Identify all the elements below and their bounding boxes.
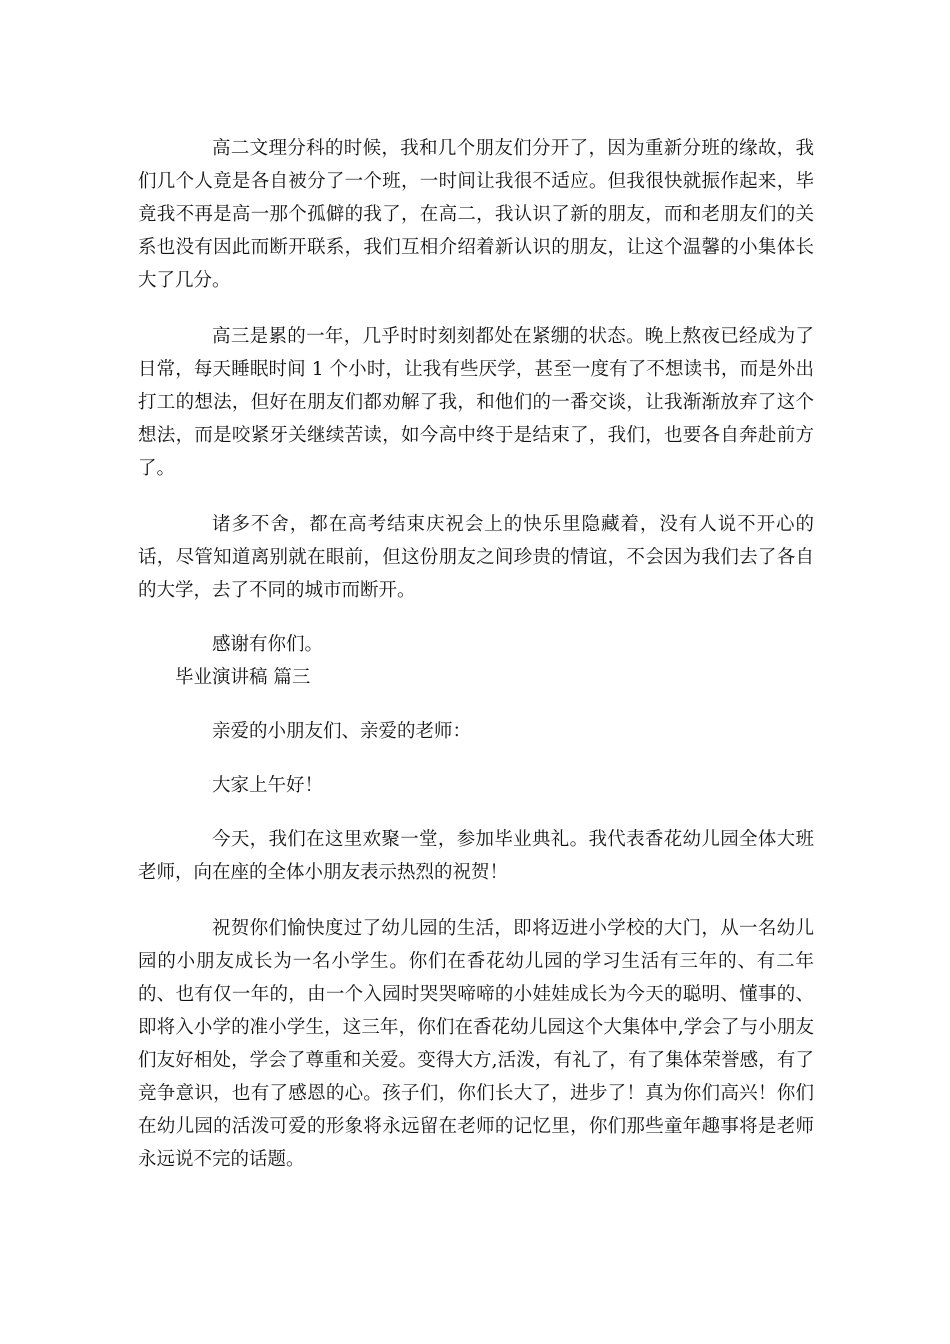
paragraph-grade-two: 高二文理分科的时候，我和几个朋友们分开了，因为重新分班的缘故，我们几个人竟是各自被分了一个班，一时间让我很不适应。但我很快就振作起来，毕竟我不再是高一那个孤僻的我了，在高二，我认识了新的朋友，而和老朋友们的关系也没有因此而断开联系，我们互相介绍着新认识的朋友，让这个温馨的小集体长大了几分。 [138,138,814,291]
document-body [138,132,814,1176]
paragraph-farewell: 诸多不舍，都在高考结束庆祝会上的快乐里隐藏着，没有人说不开心的话，尽管知道离别就在眼前，但这份朋友之间珍贵的情谊，不会因为我们去了各自的大学，去了不同的城市而断开。 [138,514,814,601]
speech-paragraph-congratulations: 祝贺你们愉快度过了幼儿园的生活，即将迈进小学校的大门，从一名幼儿园的小朋友成长为一名小学生。你们在香花幼儿园的学习生活有三年的、有二年的、也有仅一年的，由一个入园时哭哭啼啼的小娃娃成长为今天的聪明、懂事的、即将入小学的准小学生，这三年，你们在香花幼儿园这个大集体中,学会了与小朋友们友好相处，学会了尊重和关爱。变得大方,活泼，有礼了，有了集体荣誉感，有了竞争意识，也有了感恩的心。孩子们，你们长大了，进步了！真为你们高兴！你们在幼儿园的活泼可爱的形象将永远留在老师的记忆里，你们那些童年趣事将是老师永远说不完的话题。 [138,918,814,1170]
speech-salutation: 亲爱的小朋友们、亲爱的老师： [212,721,472,742]
paragraph-grade-three: 高三是累的一年，几乎时时刻刻都处在紧绷的状态。晚上熬夜已经成为了日常，每天睡眠时间 1 个小时，让我有些厌学，甚至一度有了不想读书，而是外出打工的想法，但好在朋友们都劝解了我，和他们的一番交谈，让我渐渐放弃了这个想法，而是咬紧牙关继续苦读，如今高中终于是结束了，我们，也要各自奔赴前方了。 [138,326,814,479]
speech-greeting: 大家上午好！ [212,775,324,796]
speech-paragraph-ceremony: 今天，我们在这里欢聚一堂，参加毕业典礼。我代表香花幼儿园全体大班老师，向在座的全体小朋友表示热烈的祝贺！ [138,829,814,883]
paragraph-thanks: 感谢有你们。 [212,634,324,655]
section-heading: 毕业演讲稿 篇三 [175,667,311,688]
